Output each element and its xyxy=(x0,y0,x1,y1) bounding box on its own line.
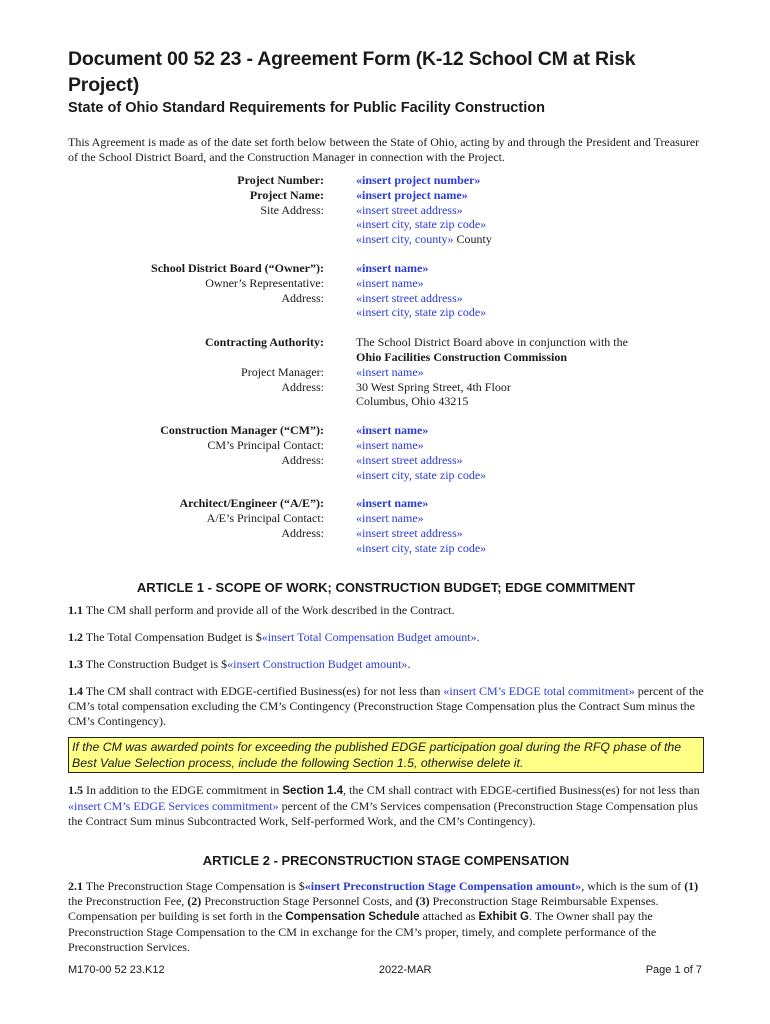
document-subtitle: State of Ohio Standard Requirements for Public Facility Construction xyxy=(68,100,545,116)
footer-page-number: Page 1 of 7 xyxy=(645,964,702,976)
pm-label: Project Manager: xyxy=(241,364,324,379)
owner-block xyxy=(68,261,704,320)
parties-info xyxy=(68,173,704,556)
authority-line1: The School District Board above in conjunction with the xyxy=(356,335,628,350)
section-1-1: 1.1 The CM shall perform and provide all of the Work described in the Contract. xyxy=(68,602,455,617)
owner-rep-value: «insert name» xyxy=(356,275,424,290)
ae-contact-value: «insert name» xyxy=(356,511,424,526)
page-footer xyxy=(68,964,702,976)
site-address-label: Site Address: xyxy=(260,202,324,217)
cm-block xyxy=(68,423,704,482)
authority-line2: Ohio Facilities Construction Commission xyxy=(356,349,568,364)
owner-address-label: Address: xyxy=(281,290,324,305)
authority-block xyxy=(68,335,704,409)
project-name-label: Project Name: xyxy=(249,187,324,202)
project-number-value: «insert project number» xyxy=(356,173,481,187)
section-1-5: 1.5 In addition to the EDGE commitment in Section 1.4, the CM shall contract with EDGE-certified Business(es) for not less than «insert CM’s EDGE Services commitment» percent of the CM’s Services compensation (Preconstruction Stage Compensation plus the Contract Sum minus Subcontracted Work, Self-performed Work, and the CM’s Contingency). xyxy=(68,782,700,828)
owner-rep-label: Owner’s Representative: xyxy=(205,275,324,290)
site-county-value: «insert city, county» xyxy=(356,232,454,247)
project-block xyxy=(68,173,704,247)
footer-doc-id: M170-00 52 23.K12 xyxy=(68,964,165,976)
cm-name-value: «insert name» xyxy=(356,423,429,438)
cm-street-value: «insert street address» xyxy=(356,452,463,467)
authority-street: 30 West Spring Street, 4th Floor xyxy=(356,379,511,394)
edge-services-placeholder: «insert CM’s EDGE Services commitment» xyxy=(68,798,279,813)
precon-compensation-placeholder: «insert Preconstruction Stage Compensation amount» xyxy=(304,878,582,893)
ae-name-value: «insert name» xyxy=(356,496,429,511)
article-1-heading: ARTICLE 1 - SCOPE OF WORK; CONSTRUCTION BUDGET; EDGE COMMITMENT xyxy=(136,579,636,595)
site-city-value: «insert city, state zip code» xyxy=(356,217,487,232)
owner-city-value: «insert city, state zip code» xyxy=(356,305,487,320)
section-2-1: 2.1 The Preconstruction Stage Compensation is $«insert Preconstruction Stage Compensation amount», which is the sum of (1) the Preconstruction Fee, (2) Preconstruction Stage Personnel Costs, and (3) Preconstruction Stage Reimbursable Expenses. Compensation per building is set forth in the Compensation Schedule attached as Exhibit G. The Owner shall pay the Preconstruction Stage Compensation to the CM in exchange for the CM’s proper, timely, and complete performance of the Preconstruction Services. xyxy=(68,878,699,954)
document-page xyxy=(68,46,704,955)
edge-total-placeholder: «insert CM’s EDGE total commitment» xyxy=(443,683,635,698)
pm-value: «insert name» xyxy=(356,364,424,379)
section-1-3: 1.3 The Construction Budget is $«insert Construction Budget amount». xyxy=(68,656,411,671)
ae-city-value: «insert city, state zip code» xyxy=(356,540,487,555)
document-title: Document 00 52 23 - Agreement Form (K-12 School CM at Risk Project) xyxy=(68,48,636,96)
ae-label: Architect/Engineer (“A/E”): xyxy=(179,496,324,511)
project-name-value: «insert project name» xyxy=(356,187,468,202)
authority-address-label: Address: xyxy=(281,379,324,394)
ae-contact-label: A/E’s Principal Contact: xyxy=(206,511,324,526)
intro-paragraph: This Agreement is made as of the date set forth below between the State of Ohio, acting by and through the President and Treasurer of the School District Board, and the Construction Manager in connection with the Project. xyxy=(68,135,700,164)
cm-contact-value: «insert name» xyxy=(356,437,424,452)
cm-contact-label: CM’s Principal Contact: xyxy=(207,437,324,452)
construction-budget-placeholder: «insert Construction Budget amount» xyxy=(227,656,408,671)
total-compensation-placeholder: «insert Total Compensation Budget amount» xyxy=(261,629,477,644)
owner-street-value: «insert street address» xyxy=(356,290,463,305)
drafting-note: If the CM was awarded points for exceeding the published EDGE participation goal during the RFQ phase of the Best Value Selection process, include the following Section 1.5, otherwise delete it. xyxy=(68,737,704,773)
section-1-2: 1.2 The Total Compensation Budget is $«insert Total Compensation Budget amount». xyxy=(68,629,480,644)
county-suffix: County xyxy=(453,232,492,247)
site-street-value: «insert street address» xyxy=(356,202,463,217)
cm-city-value: «insert city, state zip code» xyxy=(356,467,487,482)
article-2-heading: ARTICLE 2 - PRECONSTRUCTION STAGE COMPENSATION xyxy=(202,852,570,868)
cm-address-label: Address: xyxy=(281,452,324,467)
authority-city: Columbus, Ohio 43215 xyxy=(356,394,469,409)
owner-label: School District Board (“Owner”): xyxy=(151,260,324,275)
ae-block xyxy=(68,496,704,555)
ae-street-value: «insert street address» xyxy=(356,525,463,540)
cm-label: Construction Manager (“CM”): xyxy=(160,423,324,438)
owner-name-value: «insert name» xyxy=(356,260,429,275)
footer-date: 2022-MAR xyxy=(378,964,432,976)
section-1-4: 1.4 The CM shall contract with EDGE-certified Business(es) for not less than «insert CM’s EDGE total commitment» percent of the CM’s total compensation excluding the CM’s Contingency (Preconstruction Stage Compensation plus the Contract Sum minus the CM’s Contingency). xyxy=(68,683,704,728)
ae-address-label: Address: xyxy=(281,525,324,540)
authority-label: Contracting Authority: xyxy=(205,335,324,350)
project-number-label: Project Number: xyxy=(237,173,324,187)
